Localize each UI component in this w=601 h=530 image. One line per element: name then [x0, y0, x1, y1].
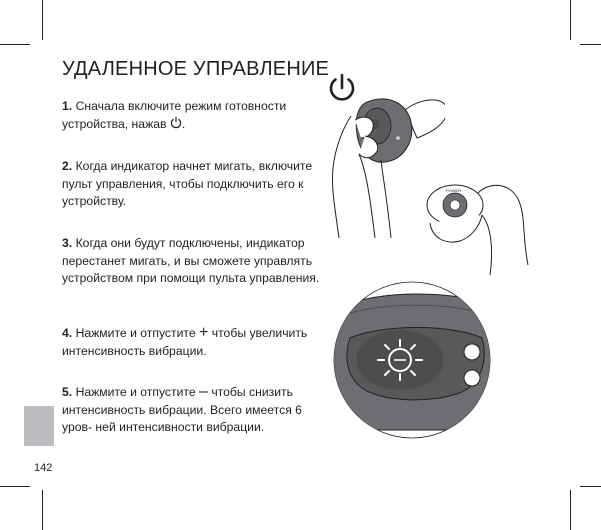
power-icon	[170, 116, 182, 129]
minus-symbol: –	[199, 383, 208, 400]
step-text: Когда они будут подключены, индикатор перестанет мигать, и вы сможете управлять устройством при помощи пульта управления.	[62, 236, 320, 285]
crop-mark	[0, 44, 30, 45]
step-text: Когда индикатор начнет мигать, включите пульт управления, чтобы подключить его к устройству.	[62, 159, 313, 208]
device-closeup-illustration	[332, 280, 492, 440]
step-2	[62, 158, 324, 211]
crop-mark	[580, 486, 601, 487]
crop-mark	[580, 44, 601, 45]
step-number: 2.	[62, 159, 73, 173]
step-number: 3.	[62, 236, 73, 250]
page-number: 142	[34, 462, 53, 474]
step-text: Нажмите и отпустите	[75, 385, 196, 399]
crop-mark	[570, 0, 571, 40]
step-text-end: .	[181, 116, 186, 131]
crop-mark	[42, 0, 43, 40]
step-4	[62, 325, 324, 360]
plus-symbol: +	[199, 324, 209, 341]
crop-mark	[42, 490, 43, 530]
step-number: 4.	[62, 326, 73, 340]
step-5	[62, 384, 324, 437]
crop-mark	[570, 490, 571, 530]
remote-label: POWER	[446, 188, 462, 193]
step-3	[62, 235, 324, 288]
step-1	[62, 98, 324, 133]
step-number: 5.	[62, 385, 73, 399]
step-text-end: чтобы увеличить интенсивность вибрации.	[62, 326, 308, 358]
step-text: Сначала включите режим готовности устройства, нажав	[62, 99, 287, 131]
step-text: Нажмите и отпустите	[75, 326, 196, 340]
crop-mark	[0, 486, 30, 487]
remote-hand-illustration	[420, 175, 530, 275]
page-title: УДАЛЕННОЕ УПРАВЛЕНИЕ	[62, 58, 330, 80]
side-tab	[24, 406, 54, 446]
step-number: 1.	[62, 99, 73, 113]
step-text-end: чтобы снизить интенсивность вибрации. Всего имеется 6 уров- ней интенсивности вибрации.	[62, 385, 302, 434]
